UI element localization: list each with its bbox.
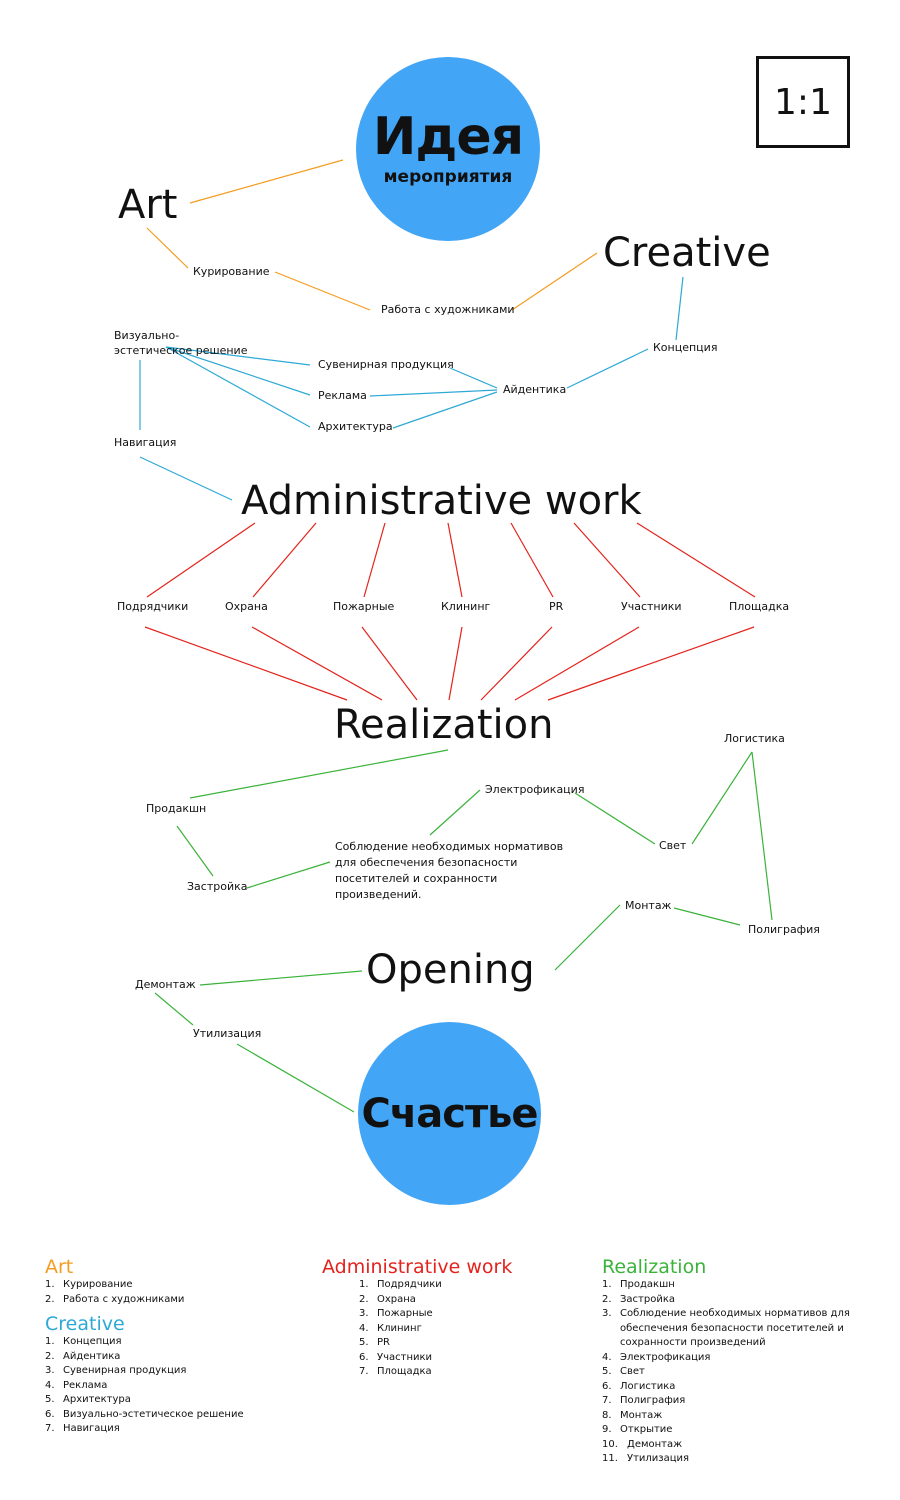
node-pr: PR [549, 600, 564, 613]
list-item: 6. Логистика [602, 1380, 676, 1392]
legend-realization-title: Realization [602, 1256, 707, 1278]
list-item: 1. Концепция [45, 1336, 122, 1347]
list-item: 5. Архитектура [45, 1394, 131, 1405]
list-item: 1. Продакшн [602, 1279, 675, 1290]
legend-creative-list [45, 1335, 285, 1437]
list-item: 7. Площадка [359, 1366, 432, 1377]
list-item: 4. Реклама [45, 1379, 108, 1391]
list-item: 9. Открытие [602, 1424, 673, 1435]
list-item: 7. Полиграфия [602, 1395, 686, 1406]
list-item: 7. Навигация [45, 1423, 120, 1434]
list-item: 3. Соблюдение необходимых нормативов для обеспечения безопасности посетителей и сохранности произведений [602, 1308, 850, 1348]
list-item: 2. Охрана [359, 1293, 416, 1305]
list-item: 5. PR [359, 1337, 390, 1348]
node-printing: Полиграфия [748, 923, 820, 936]
node-ads: Реклама [318, 389, 367, 402]
node-contractors: Подрядчики [117, 600, 189, 613]
node-souvenir: Сувенирная продукция [318, 358, 454, 371]
node-cleaning: Клининг [441, 600, 491, 613]
legend-creative-title: Creative [45, 1313, 125, 1335]
legend-realization [602, 1256, 862, 1467]
list-item: 3. Сувенирная продукция [45, 1365, 187, 1376]
list-item: 8. Монтаж [602, 1409, 663, 1421]
node-artists: Работа с художниками [381, 303, 515, 316]
list-item: 6. Участники [359, 1351, 433, 1363]
node-participants: Участники [621, 600, 682, 613]
node-venue: Площадка [729, 600, 790, 613]
stage-creative: Creative [603, 230, 771, 276]
legend-creative [45, 1313, 285, 1437]
ratio-badge: 1:1 [756, 56, 850, 148]
node-navigation: Навигация [114, 436, 177, 449]
list-item: 2. Работа с художниками [45, 1293, 185, 1305]
legend-realization-list [602, 1278, 862, 1467]
node-light: Свет [659, 839, 687, 852]
node-identity: Айдентика [503, 383, 567, 396]
idea-circle [356, 57, 540, 241]
stage-opening: Opening [366, 947, 535, 993]
list-item: 3. Пожарные [359, 1308, 433, 1319]
list-item: 10. Демонтаж [602, 1438, 683, 1450]
stage-realization: Realization [334, 702, 554, 748]
list-item: 2. Застройка [602, 1293, 675, 1305]
node-architecture: Архитектура [318, 420, 393, 433]
node-montage: Монтаж [625, 899, 672, 912]
node-visual: Визуально-эстетическое решение [114, 329, 248, 357]
list-item: 4. Электрофикация [602, 1351, 711, 1363]
node-electric: Электрофикация [485, 783, 585, 796]
list-item: 1. Курирование [45, 1279, 133, 1290]
legend-art [45, 1256, 285, 1307]
node-disposal: Утилизация [193, 1027, 262, 1040]
idea-title: Идея [372, 107, 524, 167]
list-item: 4. Клининг [359, 1322, 422, 1334]
list-item: 5. Свет [602, 1366, 645, 1377]
node-concept: Концепция [653, 341, 718, 354]
legend-art-list [45, 1278, 285, 1307]
stage-admin: Administrative work [241, 478, 642, 524]
node-production: Продакшн [146, 802, 207, 815]
node-curation: Курирование [193, 265, 270, 278]
list-item: 2. Айдентика [45, 1350, 121, 1362]
legend-art-title: Art [45, 1256, 74, 1278]
node-norms: Соблюдение необходимых нормативов для обеспечения безопасности посетителей и сохранности произведений. [335, 840, 564, 901]
node-security: Охрана [225, 600, 268, 613]
stage-art: Art [118, 182, 178, 228]
happiness-title: Счастье [361, 1090, 538, 1137]
list-item: 1. Подрядчики [359, 1279, 442, 1290]
node-construction: Застройка [187, 880, 248, 893]
node-dismantle: Демонтаж [135, 978, 196, 991]
legend-admin-list [322, 1278, 562, 1380]
node-logistics: Логистика [724, 732, 785, 745]
list-item: 6. Визуально-эстетическое решение [45, 1408, 244, 1420]
happiness-circle [358, 1022, 541, 1205]
legend-admin [322, 1256, 562, 1380]
idea-subtitle: мероприятия [383, 167, 513, 187]
legend-admin-title: Administrative work [322, 1256, 513, 1278]
list-item: 11. Утилизация [602, 1453, 690, 1464]
node-firemen: Пожарные [333, 600, 395, 613]
